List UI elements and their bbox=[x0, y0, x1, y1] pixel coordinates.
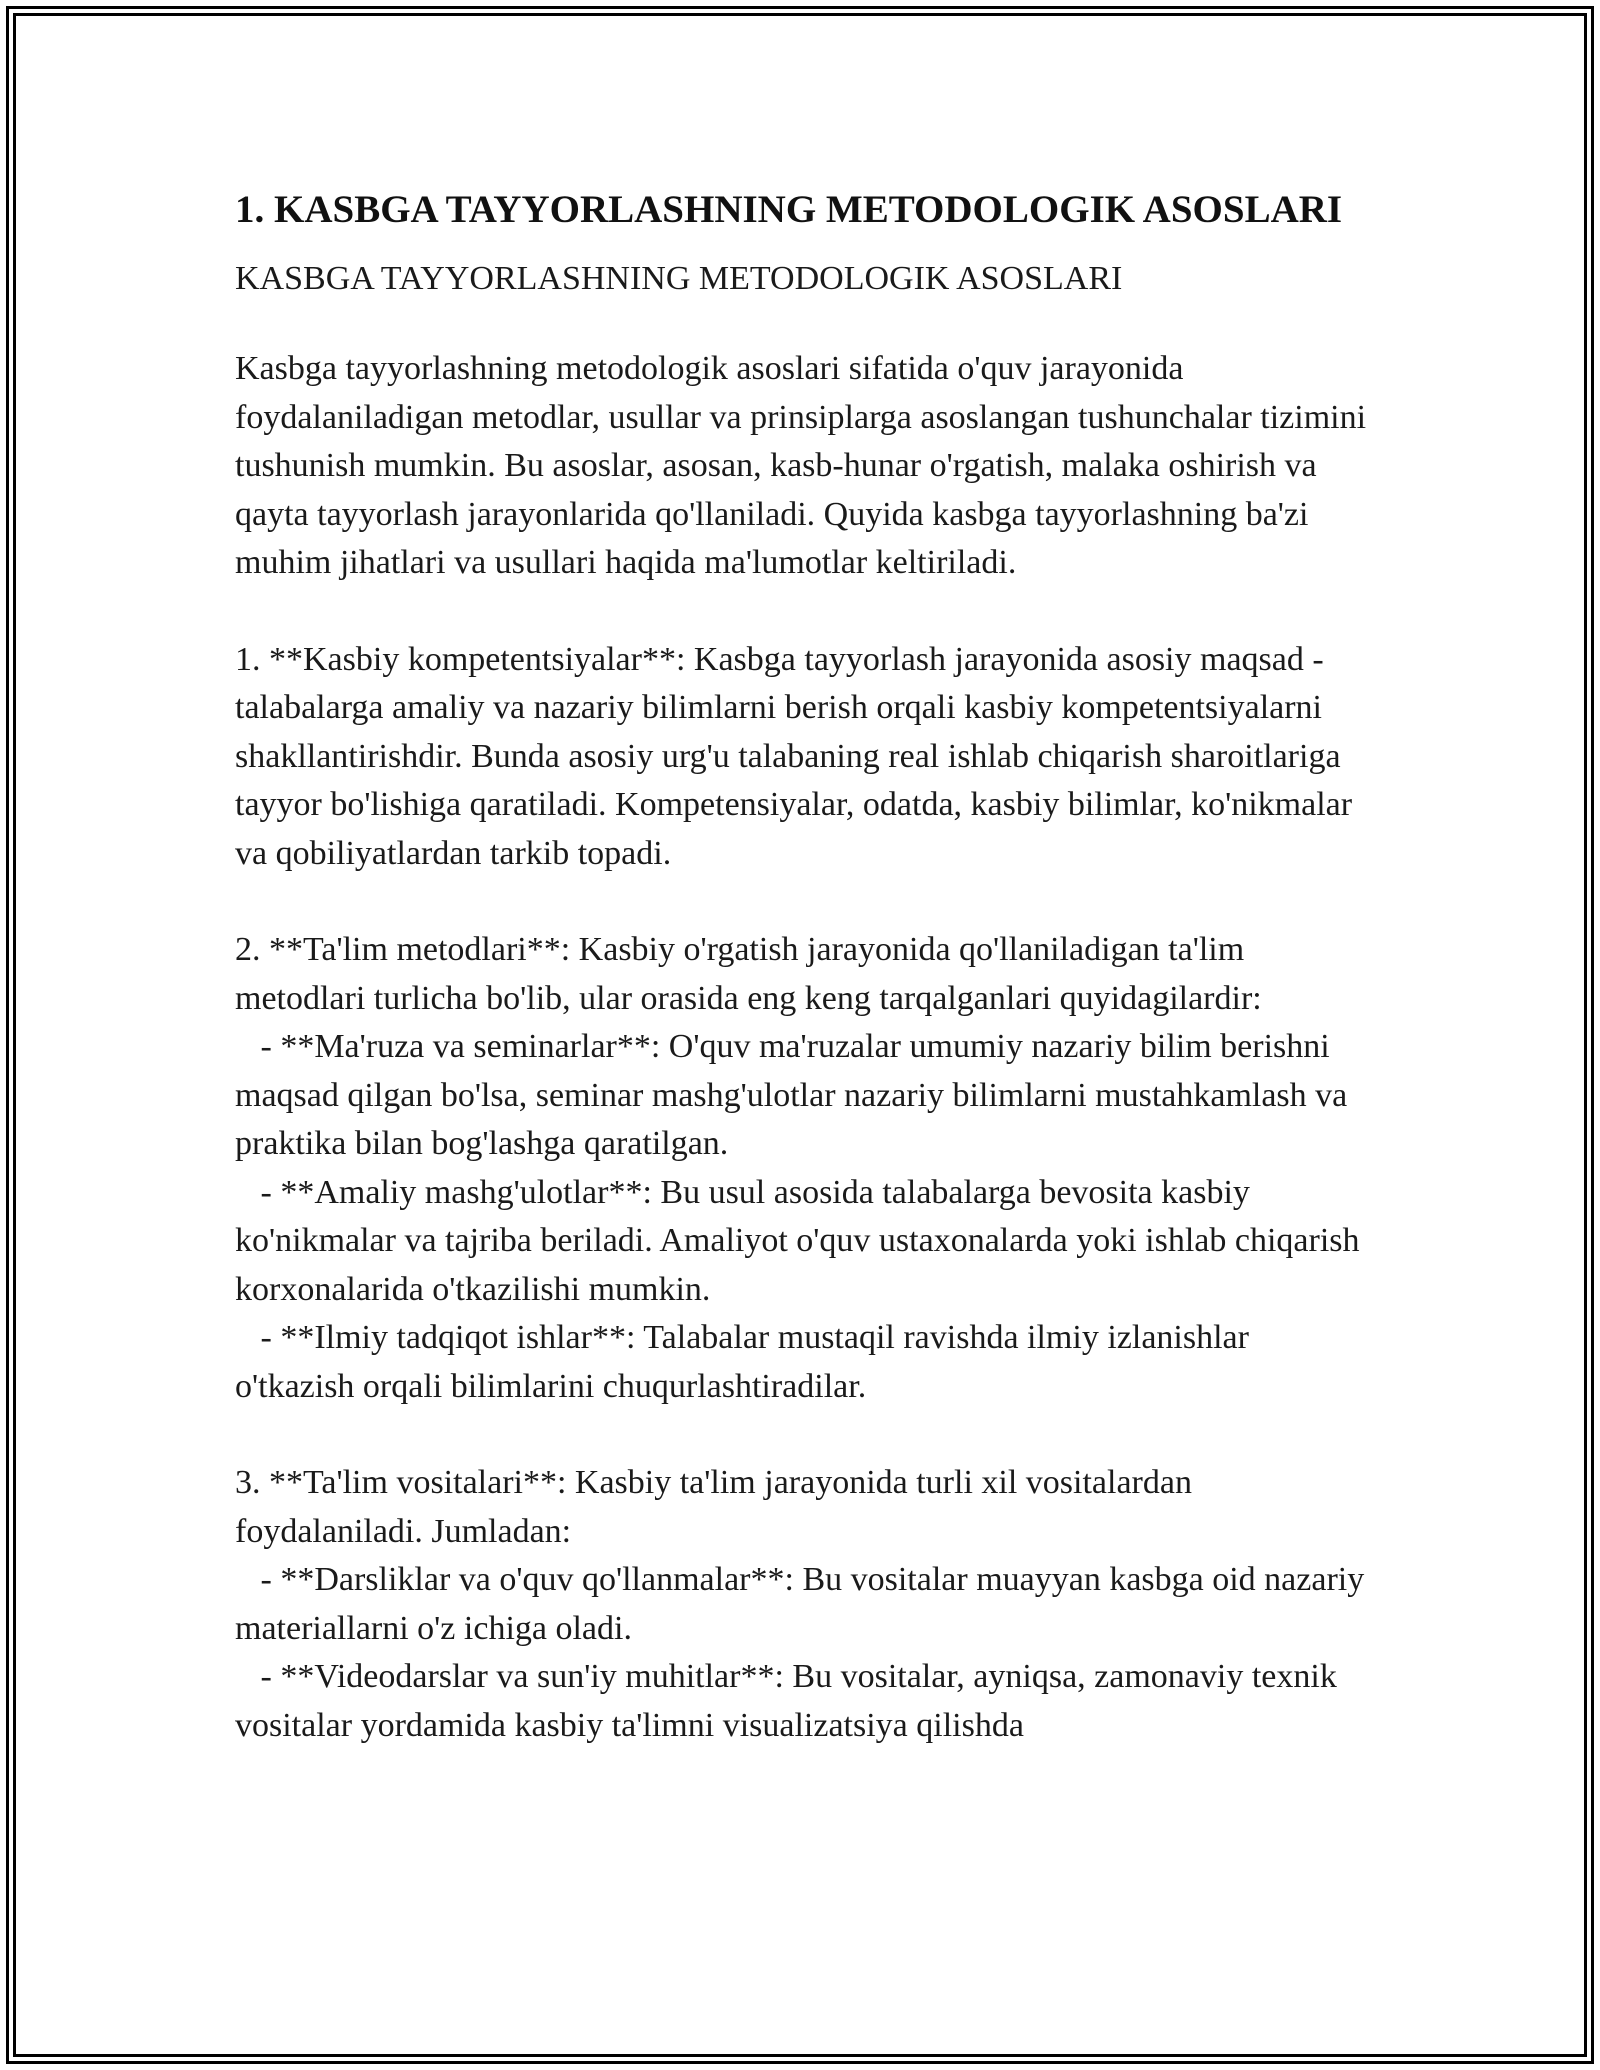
section-1-paragraph: 1. **Kasbiy kompetentsiyalar**: Kasbga tayyorlash jarayonida asosiy maqsad - talabalarga amaliy va nazariy bilimlarni berish orqali kasbiy kompetentsiyalarni shakllantirishdir. Bunda asosiy urg'u talabaning real ishlab chiqarish sharoitlariga tayyor bo'lishiga qaratiladi. Kompetensiyalar, odatda, kasbiy bilimlar, ko'nikmalar va qobiliyatlardan tarkib topadi. bbox=[235, 640, 1361, 872]
intro-paragraph: Kasbga tayyorlashning metodologik asoslari sifatida o'quv jarayonida foydalaniladigan metodlar, usullar va prinsiplarga asoslangan tushunchalar tizimini tushunish mumkin. Bu asoslar, asosan, kasb-hunar o'rgatish, malaka oshirish va qayta tayyorlash jarayonlarida qo'llaniladi. Quyida kasbga tayyorlashning ba'zi muhim jihatlari va usullari haqida ma'lumotlar keltiriladi. bbox=[235, 350, 1375, 581]
document-page bbox=[235, 183, 1375, 1750]
document-subheading: KASBGA TAYYORLASHNING METODOLOGIK ASOSLARI bbox=[235, 260, 1123, 297]
section-2-paragraph: 2. **Ta'lim metodlari**: Kasbiy o'rgatish jarayonida qo'llaniladigan ta'lim metodlari turlicha bo'lib, ular orasida eng keng tarqalganlari quyidagilardir: - **Ma'ruza va seminarlar**: O'quv ma'ruzalar umumiy nazariy bilim berishni maqsad qilgan bo'lsa, seminar mashg'ulotlar nazariy bilimlarni mustahkamlash va praktika bilan bog'lashga qaratilgan. - **Amaliy mashg'ulotlar**: Bu usul asosida talabalarga bevosita kasbiy ko'nikmalar va tajriba beriladi. Amaliyot o'quv ustaxonalarda yoki ishlab chiqarish korxonalarida o'tkazilishi mumkin. - **Ilmiy tadqiqot ishlar**: Talabalar mustaqil ravishda ilmiy izlanishlar o'tkazish orqali bilimlarini chuqurlashtiradilar. bbox=[235, 931, 1360, 1405]
document-heading: 1. KASBGA TAYYORLASHNING METODOLOGIK ASOSLARI bbox=[235, 188, 1343, 231]
section-3-paragraph: 3. **Ta'lim vositalari**: Kasbiy ta'lim jarayonida turli xil vositalardan foydalaniladi. Jumladan: - **Darsliklar va o'quv qo'llanmalar**: Bu vositalar muayyan kasbga oid nazariy materiallarni o'z ichiga oladi. - **Videodarslar va sun'iy muhitlar**: Bu vositalar, ayniqsa, zamonaviy texnik vositalar yordamida kasbiy ta'limni visualizatsiya qilishda bbox=[235, 1464, 1365, 1744]
